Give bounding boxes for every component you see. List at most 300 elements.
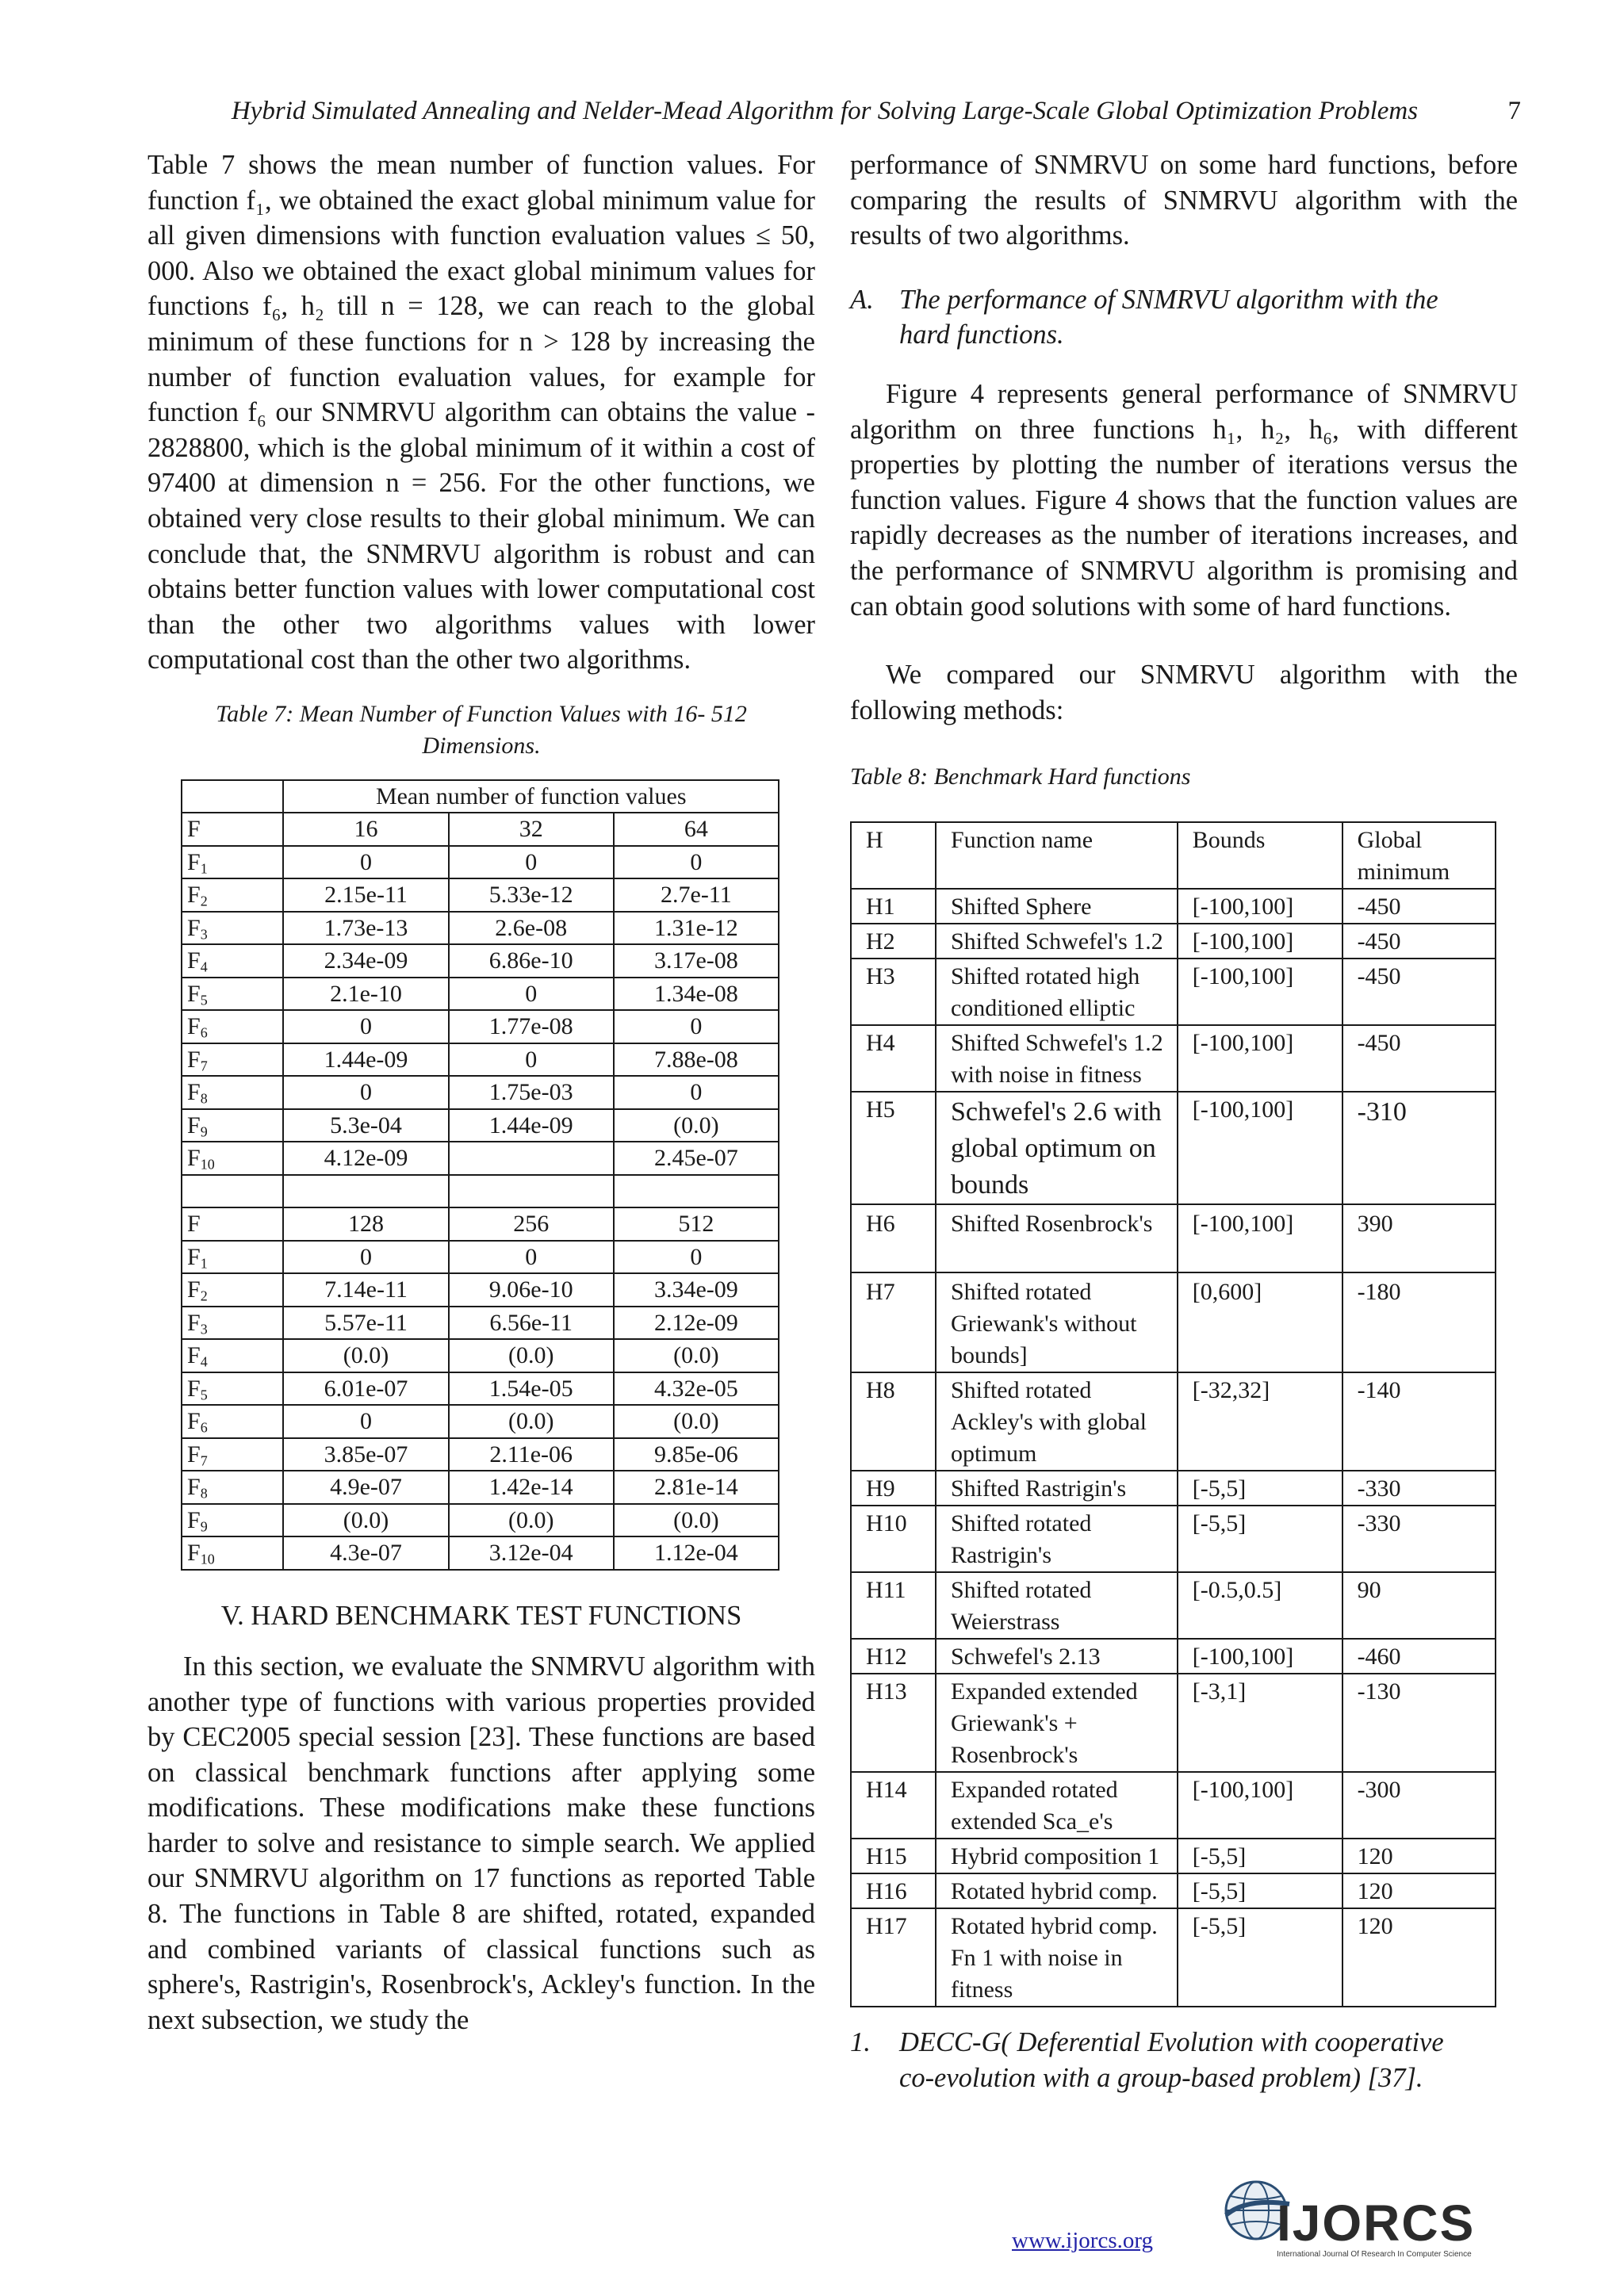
function-label-cell bbox=[182, 944, 283, 978]
function-index: 2 bbox=[200, 1288, 208, 1304]
table-row bbox=[851, 1639, 1496, 1674]
table-row bbox=[182, 1109, 779, 1142]
function-label-cell bbox=[182, 1405, 283, 1438]
function-index: 8 bbox=[200, 1090, 208, 1107]
table-cell: 3.34e-09 bbox=[614, 1273, 779, 1307]
paragraph-line: that the function values are rapidly decreases as the bbox=[850, 484, 1518, 551]
table-row bbox=[851, 1025, 1496, 1092]
table-cell: 0 bbox=[449, 1043, 614, 1077]
logo-text: IJORCS bbox=[1277, 2195, 1476, 2252]
table-cell: 7.14e-11 bbox=[283, 1273, 448, 1307]
table-header-row bbox=[182, 813, 779, 846]
subsection-number: A. bbox=[850, 284, 874, 315]
table-cell: Shifted rotated Weierstrass bbox=[936, 1572, 1178, 1639]
table-row bbox=[851, 1092, 1496, 1204]
function-label-cell bbox=[182, 878, 283, 912]
table-cell: 0 bbox=[614, 1241, 779, 1274]
paragraph-line: modifications make these functions harder to solve bbox=[147, 1793, 815, 1858]
table-cell: 0 bbox=[283, 846, 448, 879]
footer-url-link[interactable]: www.ijorcs.org bbox=[1012, 2228, 1154, 2253]
list-item-line: co-evolution with a group-based problem) [37]. bbox=[899, 2062, 1423, 2093]
table-cell: -460 bbox=[1342, 1639, 1496, 1674]
table-cell: 120 bbox=[1342, 1873, 1496, 1908]
column-header: F bbox=[182, 813, 283, 846]
table-row bbox=[182, 1142, 779, 1175]
table-row bbox=[851, 1204, 1496, 1272]
function-label-cell bbox=[182, 1438, 283, 1471]
table-cell: H3 bbox=[851, 959, 936, 1025]
table-cell: Shifted Schwefel's 1.2 with noise in fitness bbox=[936, 1025, 1178, 1092]
paragraph-hard-benchmark bbox=[147, 1649, 815, 2038]
table-cell: 0 bbox=[283, 1076, 448, 1109]
column-header: Function name bbox=[936, 822, 1178, 889]
table-cell: 0 bbox=[283, 1010, 448, 1043]
table-cell: [-5,5] bbox=[1178, 1471, 1342, 1506]
table-cell: [-100,100] bbox=[1178, 1092, 1342, 1204]
table-cell: Shifted rotated Griewank's without bounds] bbox=[936, 1272, 1178, 1372]
table-cell: 4.3e-07 bbox=[283, 1536, 448, 1570]
function-letter: F bbox=[187, 1408, 201, 1435]
paragraph-line: and resistance to simple search. We applied our bbox=[147, 1827, 816, 1894]
right-column bbox=[850, 147, 1518, 2096]
function-label-cell bbox=[182, 1241, 283, 1274]
function-label-cell bbox=[182, 1372, 283, 1406]
table-cell: 7.88e-08 bbox=[614, 1043, 779, 1077]
paragraph-line: Table 7 shows the mean number of function values. bbox=[147, 150, 764, 180]
table-cell: H2 bbox=[851, 924, 936, 959]
table-row bbox=[182, 1471, 779, 1504]
table-row bbox=[182, 1536, 779, 1570]
running-header-title: Hybrid Simulated Annealing and Nelder-Mead Algorithm for Solving Large-Scale Global Optimization Problems bbox=[231, 97, 1419, 125]
table-cell: [-100,100] bbox=[1178, 889, 1342, 924]
table-cell: H14 bbox=[851, 1772, 936, 1839]
table-row bbox=[182, 944, 779, 978]
paragraph-line: algorithm with another type of functions with various bbox=[147, 1651, 815, 1717]
table-cell bbox=[449, 1142, 614, 1175]
function-index: 1 bbox=[200, 860, 208, 877]
function-index: 5 bbox=[200, 1387, 208, 1403]
function-index: 6 bbox=[200, 1024, 208, 1041]
table-cell: Shifted rotated high conditioned elliptic bbox=[936, 959, 1178, 1025]
subsection-title-line: The performance of SNMRVU algorithm with the bbox=[899, 284, 1438, 315]
function-letter: F bbox=[187, 1013, 201, 1040]
table-cell: 2.1e-10 bbox=[283, 978, 448, 1011]
column-header: H bbox=[851, 822, 936, 889]
paragraph-line: evaluation values ≤ 50, 000. Also we obtained the bbox=[147, 220, 815, 286]
function-index: 7 bbox=[200, 1058, 208, 1074]
table-cell: 0 bbox=[283, 1241, 448, 1274]
column-header: 64 bbox=[614, 813, 779, 846]
table-cell: -310 bbox=[1342, 1092, 1496, 1204]
paragraph-line: our SNMRVU algorithm can obtains the value - bbox=[275, 397, 816, 428]
function-index: 10 bbox=[200, 1551, 215, 1567]
function-letter: F bbox=[187, 1506, 201, 1533]
table-cell: 90 bbox=[1342, 1572, 1496, 1639]
paragraph-line: than the other two algorithms. bbox=[362, 645, 691, 675]
table-row bbox=[851, 1839, 1496, 1873]
function-label-cell bbox=[182, 978, 283, 1011]
function-label-cell bbox=[182, 1307, 283, 1340]
paragraph-line: such as sphere's, Rastrigin's, Rosenbrock's, Ackley's bbox=[147, 1934, 815, 2000]
table-cell: -450 bbox=[1342, 889, 1496, 924]
table-cell: 3.17e-08 bbox=[614, 944, 779, 978]
table-cell: H1 bbox=[851, 889, 936, 924]
paragraph-line: solutions with some of hard functions. bbox=[1031, 591, 1451, 622]
table-cell: 6.86e-10 bbox=[449, 944, 614, 978]
paragraph-line: Table 8. The functions in Table 8 are shifted, rotated, bbox=[147, 1863, 816, 1930]
column-header: 32 bbox=[449, 813, 614, 846]
table-cell: Shifted Schwefel's 1.2 bbox=[936, 924, 1178, 959]
function-letter: F bbox=[187, 848, 201, 875]
table-cell: [-100,100] bbox=[1178, 924, 1342, 959]
table-cell: Schwefel's 2.6 with global optimum on bounds bbox=[936, 1092, 1178, 1204]
paragraph-line: function evaluation values, for example for function f₆ bbox=[147, 362, 816, 428]
table-cell: 1.54e-05 bbox=[449, 1372, 614, 1406]
function-letter: F bbox=[187, 1276, 201, 1303]
table-cell: 2.45e-07 bbox=[614, 1142, 779, 1175]
table-row bbox=[182, 1175, 779, 1208]
function-letter: F bbox=[187, 1112, 201, 1138]
table-cell: (0.0) bbox=[283, 1339, 448, 1372]
table-cell: 9.06e-10 bbox=[449, 1273, 614, 1307]
section-heading-v: V. HARD BENCHMARK TEST FUNCTIONS bbox=[220, 1600, 742, 1631]
subsection-heading-a bbox=[850, 282, 1518, 353]
table-cell: Shifted rotated Rastrigin's bbox=[936, 1506, 1178, 1572]
function-index: 8 bbox=[200, 1485, 208, 1502]
table-cell: [-3,1] bbox=[1178, 1674, 1342, 1772]
table-cell: 1.12e-04 bbox=[614, 1536, 779, 1570]
table-cell: 0 bbox=[283, 1405, 448, 1438]
function-label-cell bbox=[182, 1273, 283, 1307]
table-cell: [-100,100] bbox=[1178, 1025, 1342, 1092]
table-cell: [-0.5,0.5] bbox=[1178, 1572, 1342, 1639]
table-row bbox=[851, 1572, 1496, 1639]
function-index: 1 bbox=[200, 1255, 208, 1272]
table-cell: (0.0) bbox=[614, 1339, 779, 1372]
paragraph-line: cost of 97400 at dimension n = 256. For the other bbox=[147, 432, 815, 499]
paragraph-line: SNMRVU algorithm on 17 functions as reported bbox=[193, 1863, 745, 1894]
table-cell: (0.0) bbox=[449, 1339, 614, 1372]
table-row bbox=[851, 1674, 1496, 1772]
function-letter: F bbox=[187, 1441, 201, 1468]
table-row bbox=[182, 1273, 779, 1307]
table7-caption-line: Dimensions. bbox=[422, 732, 541, 759]
function-letter: F bbox=[187, 1309, 201, 1336]
table-cell: Hybrid composition 1 bbox=[936, 1839, 1178, 1873]
function-label-cell bbox=[182, 1471, 283, 1504]
table-cell: (0.0) bbox=[614, 1109, 779, 1142]
table-cell: -450 bbox=[1342, 1025, 1496, 1092]
table-cell: (0.0) bbox=[449, 1504, 614, 1537]
table-cell: [-32,32] bbox=[1178, 1372, 1342, 1471]
table-cell: -450 bbox=[1342, 959, 1496, 1025]
function-index: 10 bbox=[200, 1156, 215, 1173]
table-cell: 2.12e-09 bbox=[614, 1307, 779, 1340]
function-letter: F bbox=[187, 1046, 201, 1073]
table-cell: Rotated hybrid comp. Fn 1 with noise in fitness bbox=[936, 1908, 1178, 2007]
table-cell: 1.77e-08 bbox=[449, 1010, 614, 1043]
function-index: 3 bbox=[200, 926, 208, 943]
empty-cell bbox=[614, 1175, 779, 1208]
table-row bbox=[182, 1438, 779, 1471]
paragraph-line: global minimum. We can conclude that, the SNMRVU bbox=[147, 503, 816, 569]
table-row bbox=[851, 1908, 1496, 2007]
function-label-cell bbox=[182, 846, 283, 879]
table-cell: H11 bbox=[851, 1572, 936, 1639]
function-letter: F bbox=[187, 1540, 201, 1567]
table-row bbox=[182, 1043, 779, 1077]
table-row bbox=[182, 846, 779, 879]
column-header: 16 bbox=[283, 813, 448, 846]
table-cell: 2.6e-08 bbox=[449, 912, 614, 945]
table-cell: Shifted Rastrigin's bbox=[936, 1471, 1178, 1506]
paragraph-figure4 bbox=[850, 377, 1518, 624]
column-header: 512 bbox=[614, 1207, 779, 1241]
table-row bbox=[182, 1339, 779, 1372]
table-cell: 1.73e-13 bbox=[283, 912, 448, 945]
function-label-cell bbox=[182, 1504, 283, 1537]
paragraph-line: SNMRVU algorithm is promising and can obtain good bbox=[850, 555, 1518, 622]
table-row bbox=[182, 1307, 779, 1340]
column-header: 256 bbox=[449, 1207, 614, 1241]
table-cell: 4.32e-05 bbox=[614, 1372, 779, 1406]
ijorcs-logo bbox=[1215, 2177, 1520, 2264]
table-row bbox=[182, 1372, 779, 1406]
column-header: F bbox=[182, 1207, 283, 1241]
function-letter: F bbox=[187, 980, 201, 1007]
table-cell: 5.57e-11 bbox=[283, 1307, 448, 1340]
table-cell: 1.31e-12 bbox=[614, 912, 779, 945]
table-cell: H6 bbox=[851, 1204, 936, 1272]
table-cell: 2.7e-11 bbox=[614, 878, 779, 912]
table-cell: 1.75e-03 bbox=[449, 1076, 614, 1109]
table-cell: [-100,100] bbox=[1178, 1772, 1342, 1839]
table-cell: 6.56e-11 bbox=[449, 1307, 614, 1340]
table-cell: 5.3e-04 bbox=[283, 1109, 448, 1142]
table-cell: (0.0) bbox=[283, 1504, 448, 1537]
table-cell: H13 bbox=[851, 1674, 936, 1772]
table-header-span: Mean number of function values bbox=[283, 780, 779, 813]
table-cell: [-5,5] bbox=[1178, 1506, 1342, 1572]
table-cell: (0.0) bbox=[449, 1405, 614, 1438]
table-row bbox=[182, 1241, 779, 1274]
table-cell: 0 bbox=[614, 1010, 779, 1043]
function-label-cell bbox=[182, 1536, 283, 1570]
paragraph-line: SNMRVU algorithm on three functions h₁, h₂, h₆, with bbox=[850, 378, 1518, 445]
table-cell: -300 bbox=[1342, 1772, 1496, 1839]
function-label-cell bbox=[182, 912, 283, 945]
table-cell: [-100,100] bbox=[1178, 1204, 1342, 1272]
paragraph-line: following methods: bbox=[850, 695, 1064, 725]
table-cell: (0.0) bbox=[614, 1504, 779, 1537]
table-row bbox=[851, 1471, 1496, 1506]
table-cell: Expanded extended Griewank's + Rosenbrock's bbox=[936, 1674, 1178, 1772]
table-cell: [-5,5] bbox=[1178, 1839, 1342, 1873]
table-cell: Rotated hybrid comp. bbox=[936, 1873, 1178, 1908]
paragraph-line: value for all given dimensions with function bbox=[147, 185, 815, 251]
logo-subtext: International Journal Of Research In Computer Science bbox=[1277, 2250, 1472, 2259]
function-label-cell bbox=[182, 1109, 283, 1142]
function-letter: F bbox=[187, 1145, 201, 1172]
table-cell: [-100,100] bbox=[1178, 1639, 1342, 1674]
paragraph-line: 2828800, which is the global minimum of it within a bbox=[147, 432, 733, 463]
list-number: 1. bbox=[850, 2027, 871, 2058]
table-cell: [-100,100] bbox=[1178, 959, 1342, 1025]
function-index: 4 bbox=[200, 1353, 208, 1370]
paragraph-line: = 128, we can reach to the global minimum of these bbox=[147, 291, 815, 357]
table-row bbox=[851, 1272, 1496, 1372]
function-letter: F bbox=[187, 882, 201, 909]
function-index: 9 bbox=[200, 1123, 208, 1140]
paragraph-line: For function f₁, we obtained the exact global minimum bbox=[147, 150, 815, 216]
table-cell: Expanded rotated extended Sca_e's bbox=[936, 1772, 1178, 1839]
function-label-cell bbox=[182, 1339, 283, 1372]
table-cell: 4.12e-09 bbox=[283, 1142, 448, 1175]
function-letter: F bbox=[187, 1243, 201, 1270]
table-cell: 0 bbox=[449, 846, 614, 879]
table8-caption: Table 8: Benchmark Hard functions bbox=[850, 763, 1191, 790]
table-cell: 1.44e-09 bbox=[283, 1043, 448, 1077]
table-cell: 0 bbox=[614, 1076, 779, 1109]
table-row bbox=[182, 912, 779, 945]
table-cell: 0 bbox=[449, 978, 614, 1011]
table8 bbox=[850, 821, 1496, 2007]
function-label-cell bbox=[182, 1010, 283, 1043]
paragraph-line: exact global minimum values for functions f₆, h₂ till n bbox=[147, 255, 815, 322]
table-cell: -450 bbox=[1342, 924, 1496, 959]
function-letter: F bbox=[187, 1079, 201, 1106]
table-cell: 3.12e-04 bbox=[449, 1536, 614, 1570]
table-cell: H17 bbox=[851, 1908, 936, 2007]
function-index: 5 bbox=[200, 992, 208, 1008]
table-row bbox=[851, 959, 1496, 1025]
empty-cell bbox=[182, 780, 283, 813]
table-cell: [0,600] bbox=[1178, 1272, 1342, 1372]
table-row bbox=[182, 780, 779, 813]
table-cell: 1.42e-14 bbox=[449, 1471, 614, 1504]
table-cell: 1.44e-09 bbox=[449, 1109, 614, 1142]
table-cell: 5.33e-12 bbox=[449, 878, 614, 912]
function-letter: F bbox=[187, 1375, 201, 1402]
paragraph-compared bbox=[850, 657, 1518, 728]
paragraph-line: expanded and combined variants of classical functions bbox=[147, 1899, 815, 1965]
table-row bbox=[182, 1076, 779, 1109]
paragraph-line: functions, we obtained very close results to their bbox=[147, 468, 815, 534]
function-index: 4 bbox=[200, 959, 208, 975]
paragraph-line: In this section, we evaluate the SNMRVU bbox=[183, 1651, 645, 1682]
paragraph-line: These functions are based on classical benchmark bbox=[147, 1722, 815, 1788]
table-cell: 390 bbox=[1342, 1204, 1496, 1272]
function-letter: F bbox=[187, 914, 201, 941]
table-cell: H7 bbox=[851, 1272, 936, 1372]
subsection-title-line: hard functions. bbox=[899, 320, 1064, 350]
table-cell: 4.9e-07 bbox=[283, 1471, 448, 1504]
table-row bbox=[182, 1010, 779, 1043]
function-label-cell bbox=[182, 1142, 283, 1175]
paragraph-line: We compared our SNMRVU algorithm with the bbox=[886, 660, 1518, 691]
table-cell: 1.34e-08 bbox=[614, 978, 779, 1011]
table-header-row bbox=[182, 1207, 779, 1241]
paragraph-line: properties provided by CEC2005 special session [23]. bbox=[147, 1686, 816, 1753]
function-index: 2 bbox=[200, 893, 208, 909]
table-row bbox=[182, 1504, 779, 1537]
function-letter: F bbox=[187, 1342, 201, 1369]
paragraph-line: number of iterations increases, and the performance of bbox=[850, 520, 1519, 586]
list-item-line: DECC-G( Deferential Evolution with cooperative bbox=[899, 2027, 1444, 2058]
page-number: 7 bbox=[1507, 97, 1521, 125]
table-cell: 0 bbox=[449, 1241, 614, 1274]
table-cell: H9 bbox=[851, 1471, 936, 1506]
table-cell: Shifted Rosenbrock's bbox=[936, 1204, 1178, 1272]
column-header: Bounds bbox=[1178, 822, 1342, 889]
function-index: 9 bbox=[200, 1518, 208, 1535]
empty-cell bbox=[182, 1175, 283, 1208]
table-cell: -180 bbox=[1342, 1272, 1496, 1372]
paragraph-line: two algorithms values with lower computational cost bbox=[147, 609, 816, 675]
table-row bbox=[182, 978, 779, 1011]
paragraph-line: functions after applying some modifications. These bbox=[147, 1757, 816, 1823]
table-cell: 120 bbox=[1342, 1839, 1496, 1873]
paragraph-line: iterations versus the function values. Figure 4 shows bbox=[850, 450, 1518, 515]
function-index: 3 bbox=[200, 1321, 208, 1337]
table-cell: H12 bbox=[851, 1639, 936, 1674]
table-cell: 0 bbox=[614, 846, 779, 879]
table-cell: -140 bbox=[1342, 1372, 1496, 1471]
table-cell: H5 bbox=[851, 1092, 936, 1204]
paragraph-line: algorithm is robust and can obtains better function bbox=[147, 538, 816, 605]
paragraph-line: Figure 4 represents general performance of bbox=[886, 378, 1390, 409]
table-cell: 120 bbox=[1342, 1908, 1496, 2007]
table-cell: 3.85e-07 bbox=[283, 1438, 448, 1471]
table-cell: 2.11e-06 bbox=[449, 1438, 614, 1471]
table7-caption bbox=[147, 698, 815, 762]
table-row bbox=[851, 1372, 1496, 1471]
paragraph-line: different properties by plotting the number of bbox=[850, 414, 1518, 480]
table-cell: [-5,5] bbox=[1178, 1873, 1342, 1908]
column-header: 128 bbox=[283, 1207, 448, 1241]
table-cell: 9.85e-06 bbox=[614, 1438, 779, 1471]
table-cell: H4 bbox=[851, 1025, 936, 1092]
column-header: Global minimum bbox=[1342, 822, 1496, 889]
left-column bbox=[147, 147, 815, 2038]
table-cell: 2.15e-11 bbox=[283, 878, 448, 912]
empty-cell bbox=[449, 1175, 614, 1208]
function-label-cell bbox=[182, 1076, 283, 1109]
table-cell: [-5,5] bbox=[1178, 1908, 1342, 2007]
table-cell: 2.34e-09 bbox=[283, 944, 448, 978]
paragraph-line: values with lower computational cost than the other bbox=[147, 574, 816, 640]
function-index: 6 bbox=[200, 1419, 208, 1436]
table-row bbox=[182, 878, 779, 912]
function-letter: F bbox=[187, 1474, 201, 1501]
table-cell: 6.01e-07 bbox=[283, 1372, 448, 1406]
table-header-row bbox=[851, 822, 1496, 889]
table-cell: Shifted rotated Ackley's with global optimum bbox=[936, 1372, 1178, 1471]
table7-caption-line: Table 7: Mean Number of Function Values with 16- 512 bbox=[216, 700, 747, 727]
table-cell: Schwefel's 2.13 bbox=[936, 1639, 1178, 1674]
table-cell: -130 bbox=[1342, 1674, 1496, 1772]
table-row bbox=[851, 1873, 1496, 1908]
function-letter: F bbox=[187, 947, 201, 974]
paragraph-line: performance of SNMRVU on some hard functions, bbox=[850, 150, 1437, 180]
table-cell: (0.0) bbox=[614, 1405, 779, 1438]
table-cell: H10 bbox=[851, 1506, 936, 1572]
table-row bbox=[851, 1772, 1496, 1839]
table-cell: H16 bbox=[851, 1873, 936, 1908]
paragraph-continued bbox=[850, 147, 1518, 254]
table-cell: H8 bbox=[851, 1372, 936, 1471]
table-row bbox=[851, 1506, 1496, 1572]
